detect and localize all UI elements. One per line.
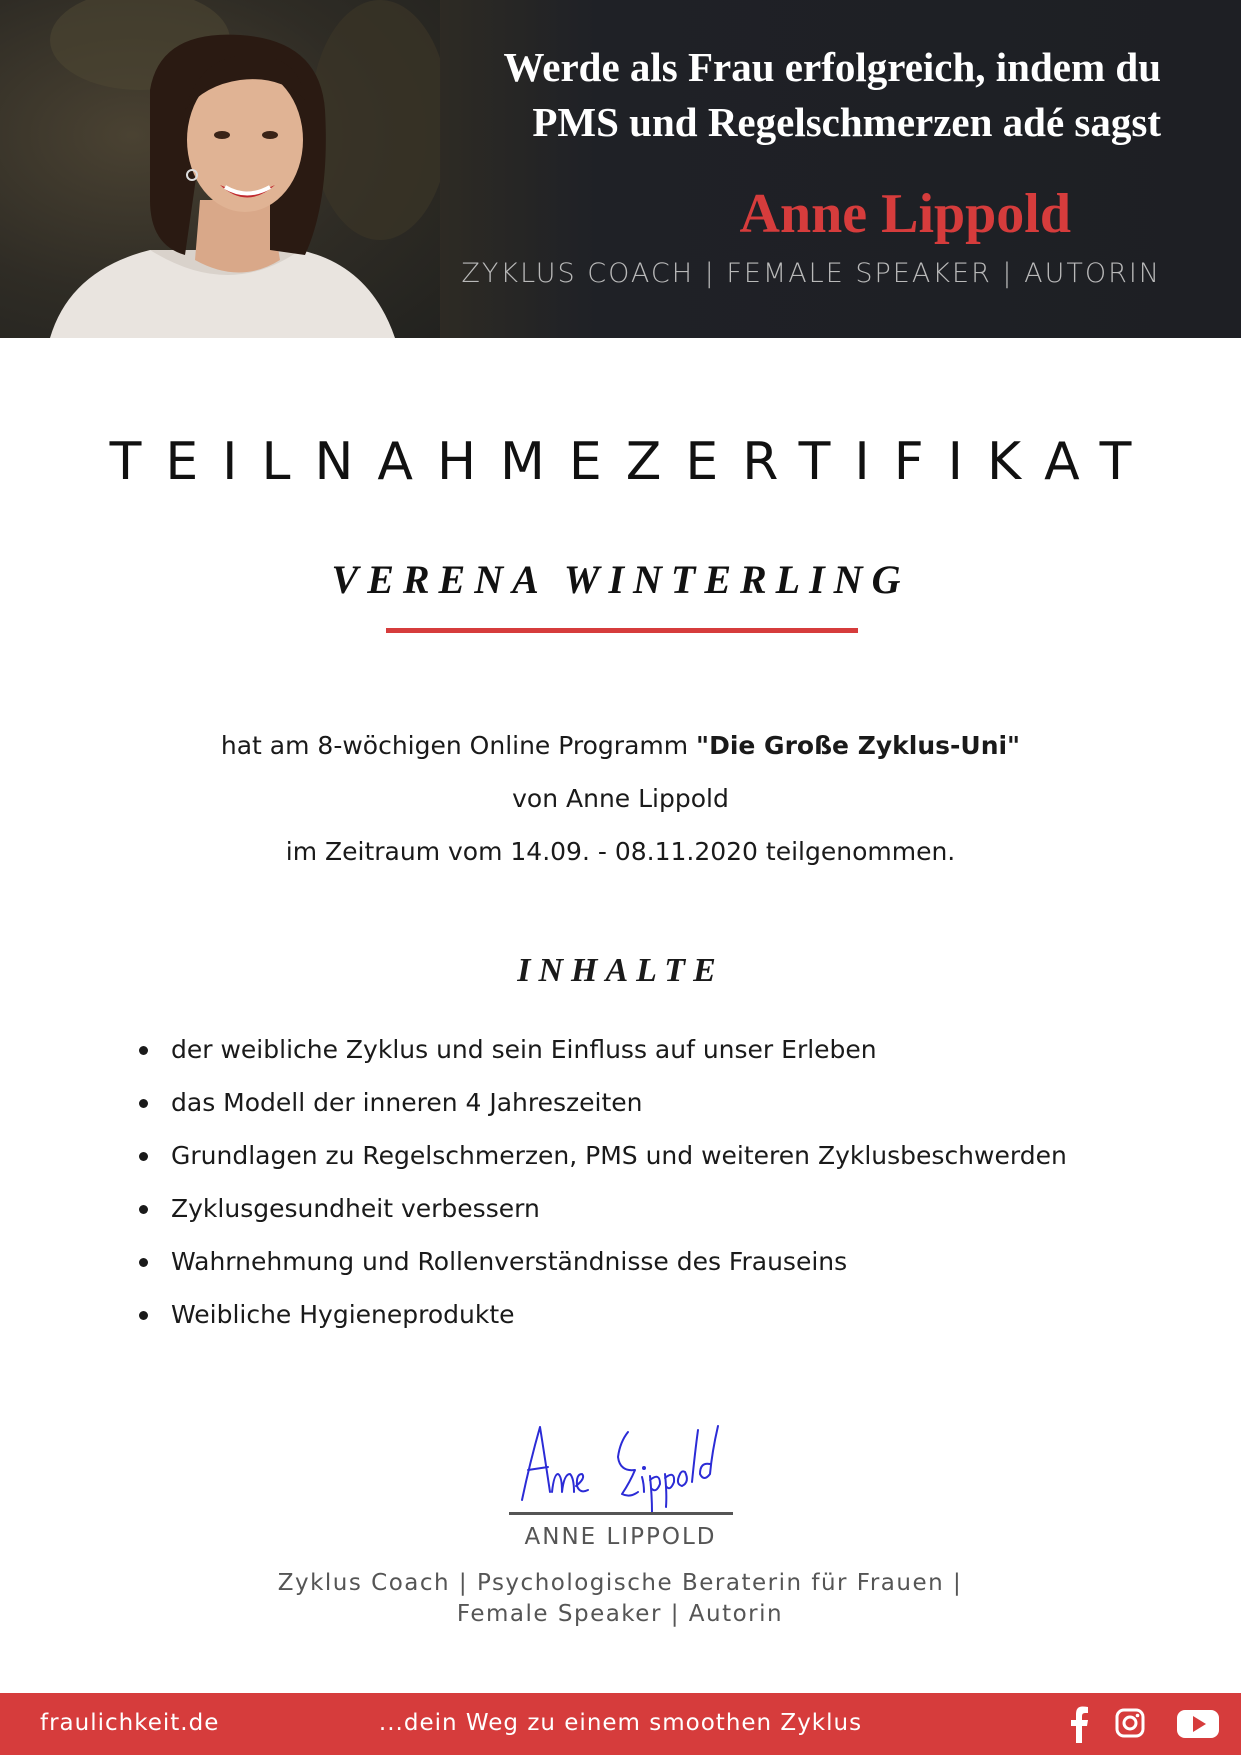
facebook-icon[interactable] xyxy=(1068,1705,1090,1743)
footer-website-link[interactable]: fraulichkeit.de xyxy=(40,1710,220,1736)
footer-tagline: ...dein Weg zu einem smoothen Zyklus xyxy=(378,1710,863,1736)
headline-line-1: Werde als Frau erfolgreich, indem du xyxy=(503,44,1161,90)
signature-line xyxy=(509,1512,733,1515)
statement-line-1 xyxy=(0,719,1241,772)
statement-prefix: hat am 8-wöchigen Online Programm xyxy=(220,731,697,760)
header-banner xyxy=(0,0,1241,338)
contents-heading: INHALTE xyxy=(517,952,724,989)
coach-name: Anne Lippold xyxy=(739,183,1071,245)
list-item: Zyklusgesundheit verbessern xyxy=(135,1182,1135,1235)
signer-roles xyxy=(270,1568,970,1630)
name-underline xyxy=(386,628,858,633)
statement-line-3: im Zeitraum vom 14.09. - 08.11.2020 teilgenommen. xyxy=(285,837,956,866)
list-item: Wahrnehmung und Rollenverständnisse des Frauseins xyxy=(135,1235,1135,1288)
instagram-icon[interactable] xyxy=(1115,1705,1145,1743)
list-item: Grundlagen zu Regelschmerzen, PMS und weiteren Zyklusbeschwerden xyxy=(135,1129,1135,1182)
program-name: "Die Große Zyklus-Uni" xyxy=(696,731,1021,760)
headline-line-2: PMS und Regelschmerzen adé sagst xyxy=(532,99,1161,145)
coach-portrait-photo xyxy=(0,0,440,338)
list-item: Weibliche Hygieneprodukte xyxy=(135,1288,1135,1341)
list-item: der weibliche Zyklus und sein Einfluss auf unser Erleben xyxy=(135,1023,1135,1076)
list-item: das Modell der inneren 4 Jahreszeiten xyxy=(135,1076,1135,1129)
statement-line-2: von Anne Lippold xyxy=(512,784,729,813)
handwritten-signature xyxy=(510,1412,740,1512)
header-headline xyxy=(401,40,1161,150)
coach-roles: ZYKLUS COACH | FEMALE SPEAKER | AUTORIN xyxy=(461,258,1161,289)
signer-roles-line-1: Zyklus Coach | Psychologische Beraterin für Frauen | xyxy=(277,1570,963,1596)
signer-name: ANNE LIPPOLD xyxy=(524,1524,717,1550)
contents-list xyxy=(135,1023,1135,1341)
footer-bar xyxy=(0,1693,1241,1755)
youtube-icon[interactable] xyxy=(1176,1705,1220,1743)
certificate-title: TEILNAHMEZERTIFIKAT xyxy=(109,432,1156,492)
certificate-statement xyxy=(0,719,1241,878)
participant-name: VERENA WINTERLING xyxy=(331,557,910,602)
signer-roles-line-2: Female Speaker | Autorin xyxy=(456,1601,784,1627)
